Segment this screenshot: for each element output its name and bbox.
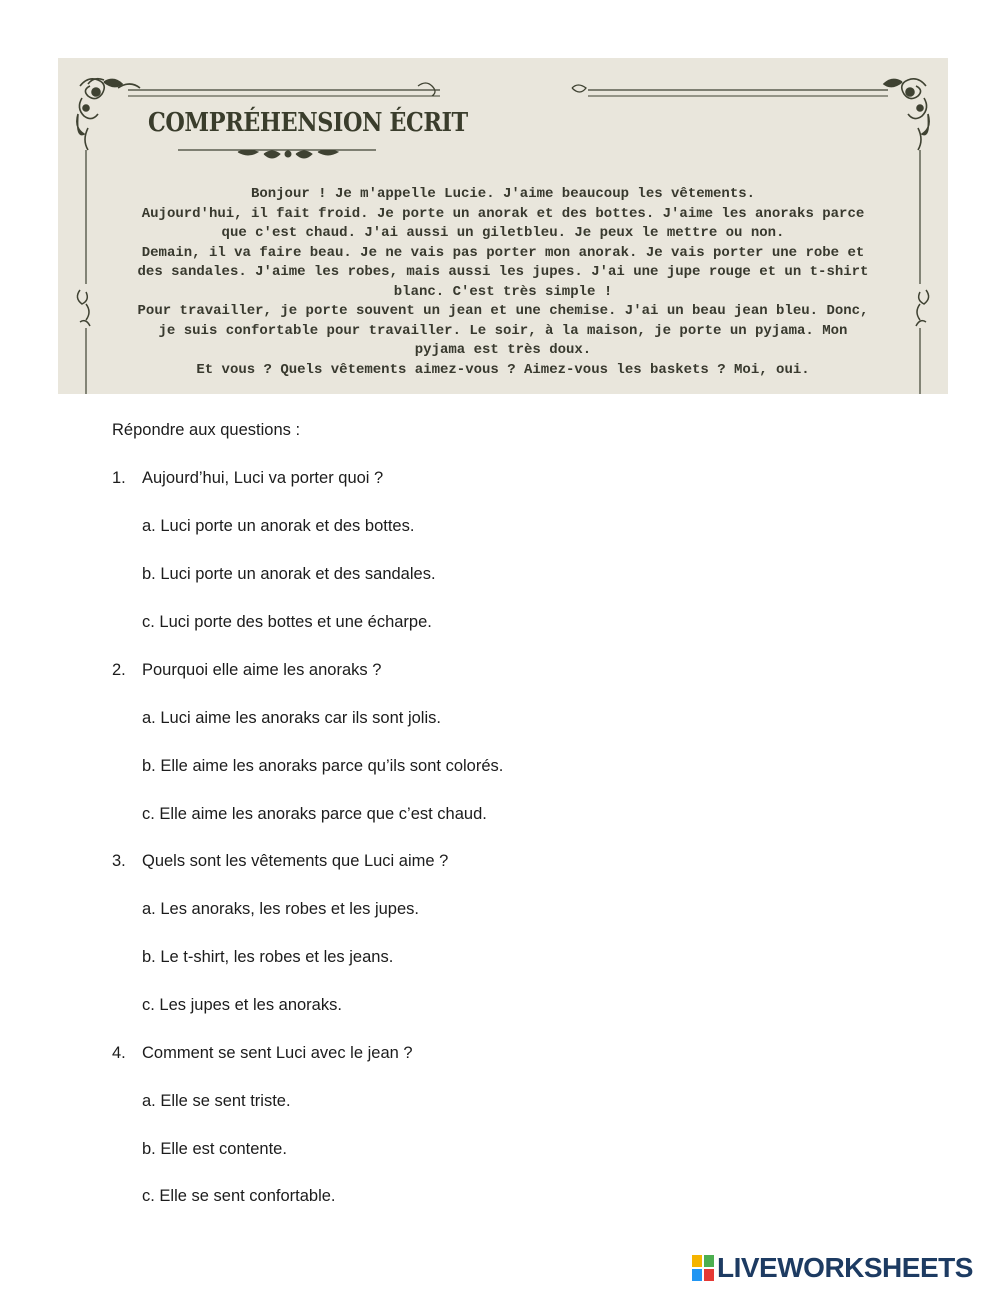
liveworksheets-logo[interactable] bbox=[692, 1253, 973, 1283]
answer-option[interactable]: b. Le t-shirt, les robes et les jeans. bbox=[142, 948, 394, 966]
question-number: 3. bbox=[112, 852, 126, 870]
answer-option[interactable]: c. Elle aime les anoraks parce que c’est chaud. bbox=[142, 805, 487, 823]
liveworksheets-logo-icon bbox=[692, 1255, 714, 1281]
answer-option[interactable]: a. Luci porte un anorak et des bottes. bbox=[142, 517, 415, 535]
answer-option[interactable]: a. Les anoraks, les robes et les jupes. bbox=[142, 900, 419, 918]
answer-option[interactable]: c. Luci porte des bottes et une écharpe. bbox=[142, 613, 432, 631]
answer-option[interactable]: a. Luci aime les anoraks car ils sont jolis. bbox=[142, 709, 441, 727]
question-number: 4. bbox=[112, 1044, 126, 1062]
answer-option[interactable]: c. Elle se sent confortable. bbox=[142, 1187, 336, 1205]
answer-option[interactable]: a. Elle se sent triste. bbox=[142, 1092, 291, 1110]
reading-line: pyjama est très doux. bbox=[414, 342, 592, 358]
reading-line: blanc. C'est très simple ! bbox=[393, 283, 613, 300]
reading-line: Bonjour ! Je m'appelle Lucie. J'aime beaucoup les vêtements. bbox=[250, 186, 756, 202]
answer-option[interactable]: c. Les jupes et les anoraks. bbox=[142, 996, 342, 1014]
instructions: Répondre aux questions : bbox=[112, 421, 301, 439]
question-text: Comment se sent Luci avec le jean ? bbox=[142, 1044, 413, 1062]
reading-line: que c'est chaud. J'ai aussi un giletbleu. Je peux le mettre ou non. bbox=[221, 225, 785, 241]
question-text: Aujourd’hui, Luci va porter quoi ? bbox=[142, 469, 384, 487]
reading-line: Aujourd'hui, il fait froid. Je porte un anorak et des bottes. J'aime les anoraks parce bbox=[141, 205, 865, 222]
question-text: Quels sont les vêtements que Luci aime ? bbox=[142, 852, 449, 870]
logo-wordmark: LIVEWORKSHEETS bbox=[717, 1252, 973, 1283]
question-number: 2. bbox=[112, 661, 126, 679]
reading-line: Demain, il va faire beau. Je ne vais pas porter mon anorak. Je vais porter une robe et bbox=[141, 244, 865, 261]
question-number: 1. bbox=[112, 469, 126, 487]
reading-line: Pour travailler, je porte souvent un jean et une chemise. J'ai un beau jean bleu. Donc, bbox=[137, 303, 869, 319]
reading-line: Et vous ? Quels vêtements aimez-vous ? Aimez-vous les baskets ? Moi, oui. bbox=[196, 361, 810, 378]
reading-line: des sandales. J'aime les robes, mais aussi les jupes. J'ai une jupe rouge et un t-shirt bbox=[137, 264, 869, 280]
banner-title: COMPRÉHENSION ÉCRIT bbox=[148, 108, 468, 138]
answer-option[interactable]: b. Luci porte un anorak et des sandales. bbox=[142, 565, 436, 583]
question-text: Pourquoi elle aime les anoraks ? bbox=[142, 661, 382, 679]
answer-option[interactable]: b. Elle est contente. bbox=[142, 1140, 287, 1158]
reading-line: je suis confortable pour travailler. Le soir, à la maison, je porte un pyjama. Mon bbox=[158, 322, 848, 339]
answer-option[interactable]: b. Elle aime les anoraks parce qu’ils sont colorés. bbox=[142, 757, 504, 775]
